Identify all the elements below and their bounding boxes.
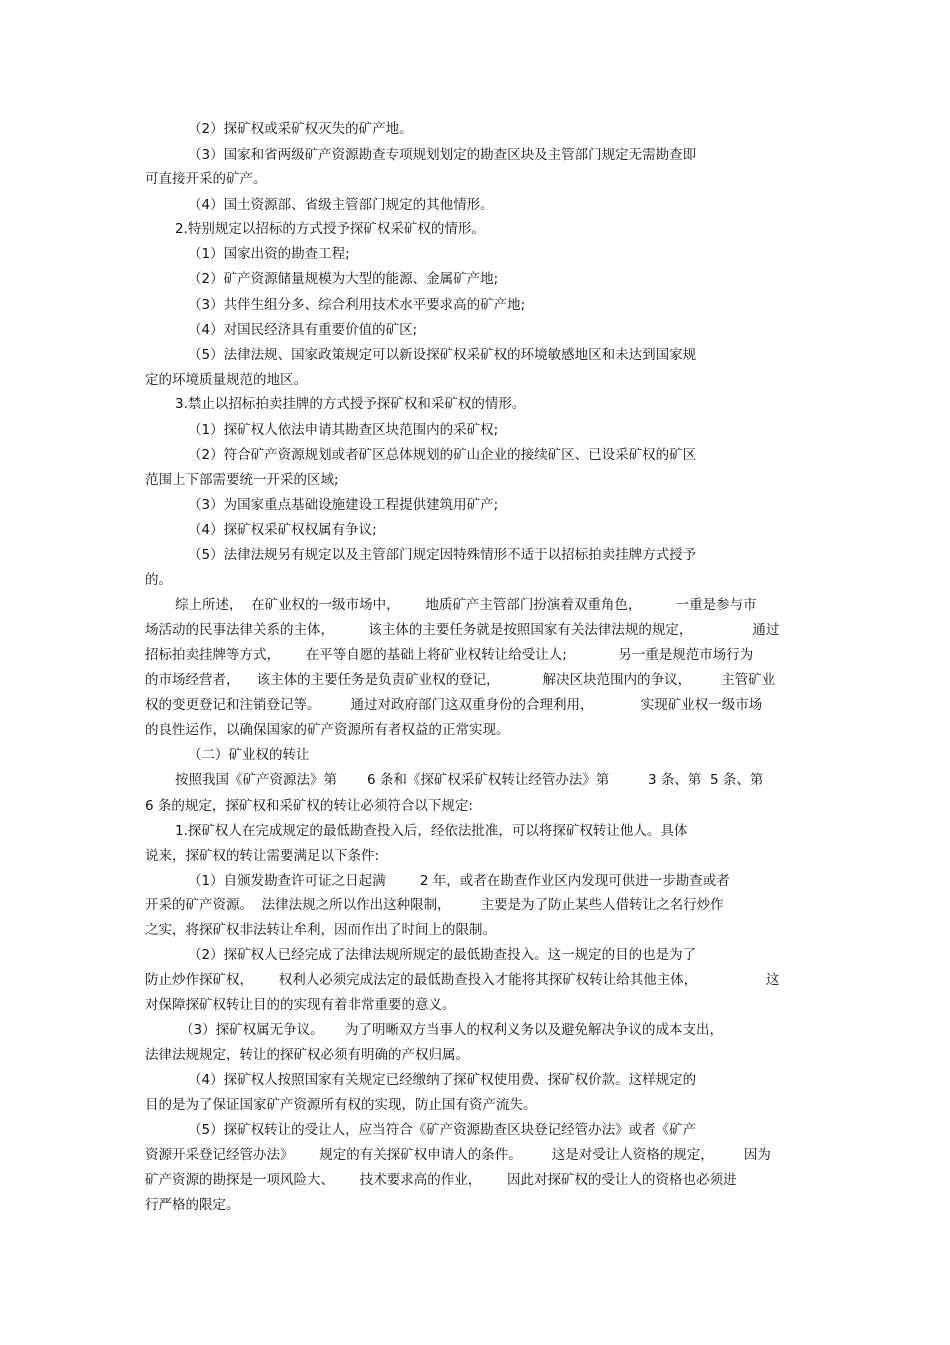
text-line: 防止炒作探矿权， 权利人必须完成法定的最低勘查投入才能将其探矿权转让给其他主体， 这 xyxy=(145,972,780,988)
text-line: 3.禁止以招标拍卖挂牌的方式授予探矿权和采矿权的情形。 xyxy=(175,396,526,412)
text-line: 目的是为了保证国家矿产资源所有权的实现，防止国有资产流失。 xyxy=(145,1097,537,1113)
text-line: （2）矿产资源储量规模为大型的能源、金属矿产地; xyxy=(188,271,499,287)
text-line: （2）探矿权人已经完成了法律法规所规定的最低勘查投入。这一规定的目的也是为了 xyxy=(188,947,697,963)
text-line: 矿产资源的勘探是一项风险大、 技术要求高的作业， 因此对探矿权的受让人的资格也必须进 xyxy=(145,1172,737,1188)
text-line: 行严格的限定。 xyxy=(145,1197,240,1213)
text-line: 定的环境质量规范的地区。 xyxy=(145,372,307,388)
text-line: （4）探矿权采矿权权属有争议; xyxy=(188,522,377,538)
text-line: 2.特别规定以招标的方式授予探矿权采矿权的情形。 xyxy=(175,221,485,237)
text-line: （5）法律法规、国家政策规定可以新设探矿权采矿权的环境敏感地区和未达到国家规 xyxy=(188,347,697,363)
text-line: 的市场经营者， 该主体的主要任务是负责矿业权的登记， 解决区块范围内的争议， 主管矿业 xyxy=(145,672,776,688)
text-line: 之实，将探矿权非法转让牟利，因而作出了时间上的限制。 xyxy=(145,922,496,938)
text-line: （3）为国家重点基础设施建设工程提供建筑用矿产; xyxy=(188,497,499,513)
text-line: 法律法规规定，转让的探矿权必须有明确的产权归属。 xyxy=(145,1047,469,1063)
text-line: （5）探矿权转让的受让人，应当符合《矿产资源勘查区块登记经管办法》或者《矿产 xyxy=(188,1122,697,1138)
text-line: （4）对国民经济具有重要价值的矿区; xyxy=(188,322,418,338)
text-line: 综上所述， 在矿业权的一级市场中， 地质矿产主管部门扮演着双重角色， 一重是参与市 xyxy=(175,597,757,613)
text-line: （3）国家和省两级矿产资源勘查专项规划划定的勘查区块及主管部门规定无需勘查即 xyxy=(188,147,697,163)
section-heading: （二）矿业权的转让 xyxy=(188,747,310,763)
text-line: （1）自颁发勘查许可证之日起满 2 年，或者在勘查作业区内发现可供进一步勘查或者 xyxy=(188,873,730,889)
text-line: （4）国土资源部、省级主管部门规定的其他情形。 xyxy=(188,197,494,213)
text-line: （3）探矿权属无争议。 为了明晰双方当事人的权利义务以及避免解决争议的成本支出， xyxy=(180,1022,724,1038)
text-line: 招标拍卖挂牌等方式， 在平等自愿的基础上将矿业权转让给受让人; 另一重是规范市场行为 xyxy=(145,647,754,663)
text-line: （2）探矿权或采矿权灭失的矿产地。 xyxy=(188,121,413,137)
text-line: 按照我国《矿产资源法》第 6 条和《探矿权采矿权转让经管办法》第 3 条、第 5 条、第 xyxy=(175,772,764,788)
text-line: 权的变更登记和注销登记等。 通过对政府部门这双重身份的合理利用， 实现矿业权一级市场 xyxy=(145,697,763,713)
text-line: 范围上下部需要统一开采的区域; xyxy=(145,472,339,488)
text-line: 对保障探矿权转让目的的实现有着非常重要的意义。 xyxy=(145,997,456,1013)
text-line: 6 条的规定，探矿权和采矿权的转让必须符合以下规定: xyxy=(145,798,473,814)
text-line: 开采的矿产资源。 法律法规之所以作出这种限制， 主要是为了防止某些人借转让之名行炒作 xyxy=(145,897,724,913)
text-line: 说来，探矿权的转让需要满足以下条件: xyxy=(145,848,380,864)
text-line: 1.探矿权人在完成规定的最低勘查投入后，经依法批准，可以将探矿权转让他人。具体 xyxy=(175,823,688,839)
text-line: 场活动的民事法律关系的主体， 该主体的主要任务就是按照国家有关法律法规的规定， 通过 xyxy=(145,622,780,638)
text-line: 资源开采登记经管办法》 规定的有关探矿权申请人的条件。 这是对受让人资格的规定， 因为 xyxy=(145,1147,771,1163)
text-line: （3）共伴生组分多、综合利用技术水平要求高的矿产地; xyxy=(188,297,526,313)
text-line: （1）国家出资的勘查工程; xyxy=(188,246,350,262)
text-line: 的良性运作，以确保国家的矿产资源所有者权益的正常实现。 xyxy=(145,722,510,738)
text-line: （2）符合矿产资源规划或者矿区总体规划的矿山企业的接续矿区、已设采矿权的矿区 xyxy=(188,447,697,463)
text-line: （5）法律法规另有规定以及主管部门规定因特殊情形不适于以招标拍卖挂牌方式授予 xyxy=(188,547,697,563)
text-line: 的。 xyxy=(145,572,172,588)
text-line: （1）探矿权人依法申请其勘查区块范围内的采矿权; xyxy=(188,422,499,438)
text-line: 可直接开采的矿产。 xyxy=(145,171,267,187)
text-line: （4）探矿权人按照国家有关规定已经缴纳了探矿权使用费、探矿权价款。这样规定的 xyxy=(188,1072,697,1088)
